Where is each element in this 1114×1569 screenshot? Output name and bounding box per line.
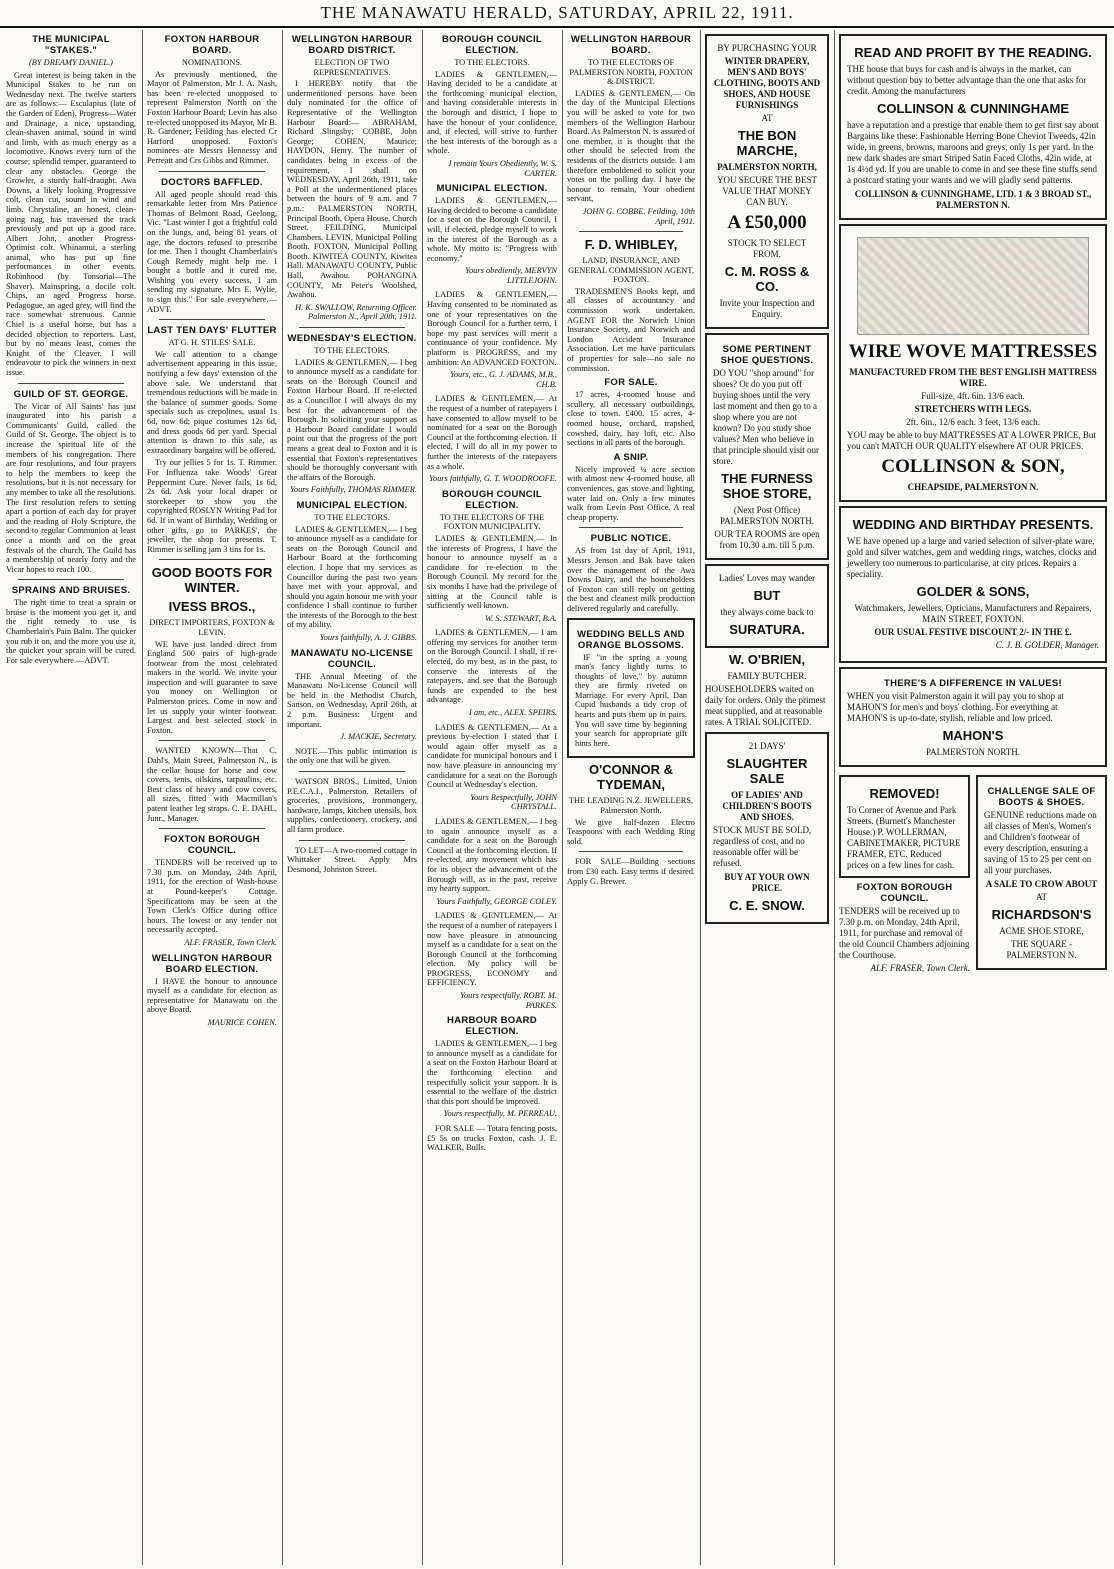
subheading: ELECTION OF TWO REPRESENTATIVES. <box>313 58 391 77</box>
ad-sub: OF LADIES' AND CHILDREN'S BOOTS AND SHOES. <box>722 790 812 822</box>
ad-place: CHEAPSIDE, PALMERSTON N. <box>907 482 1039 492</box>
suratura-ad <box>705 564 829 648</box>
signature: I remain Yours Obediently, W. S. CARTER. <box>448 158 557 178</box>
signature: Yours faithfully, G. T. WOODROOFE. <box>429 474 557 484</box>
article-body: To Corner of Avenue and Park Streets. (Burnett's Manchester House.) P. WOLLERMAN, CABINETMAKER, PICTURE FRAMER, ETC. Reduced prices on a few lines for cash. <box>847 805 961 870</box>
heading-bc-election: BOROUGH COUNCIL ELECTION. <box>441 488 543 511</box>
heading-municipal: MUNICIPAL ELECTION. <box>436 183 548 195</box>
subheading: AT G. H. STILES' SALE. <box>168 338 256 348</box>
heading-shoe-questions: SOME PERTINENT SHOE QUESTIONS. <box>720 344 814 366</box>
ad-invite: Invite your Inspection and Enquiry. <box>719 298 815 319</box>
left-bottom-ads <box>839 771 970 979</box>
signature: W. S. STEWART, B.A. <box>485 613 557 623</box>
heading-removed: REMOVED! <box>869 786 940 801</box>
ad-cta: BUY AT YOUR OWN PRICE. <box>724 872 810 893</box>
article-body: HOUSEHOLDERS waited on daily for orders. Only the primest meat supplied, and at reasonable rates. A TRIAL SOLICITED. <box>705 684 826 727</box>
subheading: THE LEADING N.Z. JEWELLERS, Palmerston North. <box>568 796 694 816</box>
article-body: WE have just landed direct from England 500 pairs of high-grade footwear from the most celebrated makers in the world. We invite your inspection and will guarantee to save you money on Wellington or Palmerston prices. Come in now and let us supply your winter footwear. Largest and best selected stock in Foxton. <box>147 639 277 735</box>
subheading: TO THE ELECTORS OF THE FOXTON MUNICIPALITY. <box>439 512 545 532</box>
signature: Yours, etc., G. J. ADAMS, M.B., CH.B. <box>449 370 557 389</box>
golder-name: GOLDER & SONS, <box>916 584 1030 599</box>
article-body: WHEN you visit Palmerston again it will pay you to shop at MAHON'S for men's and boys' clothing. For everything at MAHON'S is up-to-date, stylish, reliable and low priced. <box>847 691 1064 723</box>
signature: Yours faithfully, A. J. GIBBS. <box>319 633 417 643</box>
ad-sub: Watchmakers, Jewellers, Opticians, Manufacturers and Repairers, MAIN STREET, FOXTON. <box>854 603 1092 624</box>
article-body: LADIES & GENTLEMEN,— Having consented to be nominated as one of your representatives on the Borough Council for a further term, I hope my past services will merit a continuance of your confidence. My platform is PROGRESS, and my ambition: An ADVANCED FOXTON. <box>427 290 557 367</box>
signature: J. MACKIE, Secretary. <box>340 732 417 742</box>
byline: (BY DREAMY DANIEL.) <box>29 58 113 67</box>
ad-sub: MANUFACTURED FROM THE BEST ENGLISH MATTRESS WIRE. <box>849 367 1097 388</box>
article-body: As previously mentioned, the Mayor of Palmerston, Mr J. A. Nash, has been re-elected unopposed to represent Palmerston North on the Foxton Harbour Board; Levin has also re-elected unopposed its Mayor, Mr B. R. Gardener; Feilding has elected Cr Harford unopposed. Foxton's nominees are Messrs Hennessy and Perreatt and Crs Gibbs and Rimmer. <box>147 69 277 165</box>
ad-days: 21 DAYS' <box>748 741 786 751</box>
article-body: THE house that buys for cash and is always in the market, can without question buy to better advantage than the one that asks for credit. Among the manufacturers <box>847 64 1087 96</box>
right-bottom-ads <box>976 771 1107 979</box>
subheading: DIRECT IMPORTERS, FOXTON & LEVIN. <box>149 618 275 637</box>
signature: ALF. FRASER, Town Clerk. <box>184 937 277 947</box>
whibley-name: F. D. WHIBLEY, <box>584 237 678 253</box>
slaughter-title: SLAUGHTER SALE <box>726 756 808 786</box>
heading-difference: THERE'S A DIFFERENCE IN VALUES! <box>884 678 1062 689</box>
subheading: TO THE ELECTORS. <box>454 58 530 67</box>
ad-items: WINTER DRAPERY, MEN'S AND BOYS' CLOTHING, BOOTS AND SHOES, AND HOUSE FURNISHINGS <box>713 56 821 110</box>
signature: I am, etc., ALEX. SPEIRS. <box>469 708 557 718</box>
heading-for-sale: FOR SALE. <box>604 377 658 389</box>
article-body: YOU may be able to buy MATTRESSES AT A LOWER PRICE, But you can't MATCH OUR QUALITY elsewhere AT OUR PRICES. <box>847 430 1096 451</box>
subheading: TO THE ELECTORS. <box>314 346 390 356</box>
article-body: IF "in the spring a young man's fancy lightly turns to thoughts of love," by autumn they are firmly riveted on Marriage. For every April, Dan Cupid husbands a tidy crop of hearts and puts them up in pairs. You will save time by beginning your search for appropriate gift hints here. <box>575 652 687 748</box>
signature: JOHN G. COBBE. Feilding, 10th April, 1911. <box>582 206 695 226</box>
ad-line: Ladies' Loves may wander <box>718 573 816 583</box>
article-body: Try our jellies 5 for 1s. T. Rimmer. For Influenza take Woods' Great Peppermint Cure. Never fails, 1s 6d, 2s 6d. Ask your local draper or storekeeper to show you the copyrighted ROSLYN Writing Pad for 6d. If in want of Birthday, Wedding or other gifts, go to PARKES', the jeweller, the shop for presents. T. Rimmer is selling jam 3 tins for 1s. <box>147 458 277 554</box>
article-body: LADIES & GENTLEMEN,— At a previous by-election I stated that I would again offer myself as a candidate for municipal honours and I now have pleasure in announcing my candidature for a seat on the Borough Council at Wednesday's election. <box>427 722 557 790</box>
masthead: THE MANAWATU HERALD, SATURDAY, APRIL 22, 1911. <box>0 0 1114 28</box>
heading-municipal-stakes: THE MUNICIPAL "STAKES." <box>32 34 110 56</box>
ad-discount: OUR USUAL FESTIVE DISCOUNT 2/- IN THE £. <box>874 627 1072 637</box>
signature: Yours Faithfully, GEORGE COLEY. <box>436 896 557 906</box>
article-body: TRADESMEN'S Books kept, and all classes of accountancy and commission work undertaken. AGENT FOR the Norwich Union Insurance Society, and Norwich and London Accident Insurance Association. Let me have particulars of properties for sale—no sale no commission. <box>567 286 695 373</box>
heading-borough-council: BOROUGH COUNCIL ELECTION. <box>441 34 543 56</box>
column-7 <box>839 30 1107 1565</box>
richardson-name: RICHARDSON'S <box>991 907 1092 922</box>
ad-sub: FAMILY BUTCHER. <box>727 671 807 681</box>
signature: Yours Faithfully, THOMAS RIMMER. <box>290 485 417 495</box>
challenge-sale-ad <box>976 775 1107 970</box>
mattress-illustration <box>857 237 1089 335</box>
heading-harbour-board: HARBOUR BOARD ELECTION. <box>447 1015 537 1038</box>
article-body: WANTED KNOWN—That C. Dahl's, Main Street, Palmerston N., is the cellar house for horse and cow covers, tents, oilskins, tarpaulins, etc. Best class of heavy and cow covers, all sizes, fitted with Macmillan's patent leather leg straps. C. E. DAHL, Junr., Manager. <box>147 746 277 823</box>
signature: Yours Respectfully, JOHN CHRYSTALL. <box>470 792 557 812</box>
article-body: WE have opened up a large and varied selection of silver-plate ware, gold and silver watches, gem and wedding rings, watches, clocks and jewellery too numerous to particularise, at city prices. Repairs a speciality. <box>847 536 1097 579</box>
article-body: The right time to treat a sprain or bruise is the moment you get it, and the right remedy to use is Chamberlain's Pain Balm. The quicker you rub it on, and the more you use it, the quicker your sprain will be cured. For sale everywhere.—ADVT. <box>6 598 136 665</box>
ad-footer: COLLINSON & CUNNINGHAME, LTD. 1 & 3 BROAD ST., PALMERSTON N. <box>854 189 1092 210</box>
ad-price: Full-size, 4ft. 6in. 13/6 each. <box>921 391 1025 401</box>
c-m-ross-name: C. M. ROSS & CO. <box>724 264 810 294</box>
ad-line: A SALE TO CROW ABOUT <box>985 879 1098 889</box>
ad-line: THE SQUARE - PALMERSTON N. <box>1006 939 1077 960</box>
column-2 <box>147 30 277 1565</box>
article-body: LADIES & GENTLEMEN,— In the interests of Progress, I have the honour to announce myself as a candidate for re-election to the Borough Council. My record for the six months I have had the privilege of sitting at the Council table is sufficiently well known. <box>427 533 557 611</box>
article-body: LADIES & GENTLEMEN,— At the request of a number of ratepayers I have consented to allow myself to be nominated for a seat on the Borough Council at the forthcoming election. If elected, I will do all in my power to further the interests of the ratepayers as a whole. <box>427 394 557 471</box>
heading-flutter: LAST TEN DAYS' FLUTTER <box>147 325 277 337</box>
bon-marche-name: THE BON MARCHE, <box>736 128 798 158</box>
signature: Yours respectfully, ROBT. M. PARKES. <box>460 991 557 1010</box>
bon-marche-ad <box>705 34 829 329</box>
article-body: Nicely improved ¼ acre section with almost new 4-roomed house, all conveniences, gas stove and lighting, water laid on. Only a few minutes walk from Levin Post Office. A real cheap property. <box>567 464 695 522</box>
column-6 <box>705 30 829 1565</box>
article-body: We give half-dozen Electro Teaspoons with each Wedding Ring sold. <box>567 817 695 846</box>
heading-wellington-district: WELLINGTON HARBOUR BOARD DISTRICT. <box>291 34 413 56</box>
article-body: STOCK MUST BE SOLD, regardless of cost, and no reasonable offer will be refused. <box>713 825 812 868</box>
article-body: LADIES & GENTLEMEN,— I beg to announce myself as a candidate for seats on the Borough Council and Harbour Board at the forthcoming election. I hope that my services as Councillor during the past two years have met with your approval, and should you again honour me with your confidence I shall continue to further the interests of the Borough to the best of my ability. <box>287 524 417 630</box>
article-body: FOR SALE — Totara fencing posts, £5 5s on trucks Foxton, cash. J. E. WALKER, Bulls. <box>427 1124 557 1153</box>
heading-doctors: DOCTORS BAFFLED. <box>161 176 263 188</box>
signature: ALF. FRASER, Town Clerk. <box>870 963 970 973</box>
subheading: NOMINATIONS. <box>181 58 243 67</box>
snow-name: C. E. SNOW. <box>729 898 805 913</box>
mahons-ad <box>839 667 1107 767</box>
column-3 <box>287 30 417 1565</box>
article-body: I HEREBY notify that the undermentioned persons have been duly nominated for the office of Representative of the Wellington Harbour Board:— ABRAHAM, Richard Slingsby; COBBE, John George; COHEN, Maurice; HAYDON, Henry. The number of candidates being in excess of the requirement, I shall on WEDNESDAY, April 26th, 1911, take a Poll at the undermentioned places between the hours of 9 a.m. and 7 p.m.: PALMERSTON NORTH, Principal Booth, Opera House, Church Street. FEILDING, Municipal Chambers. LEVIN, Municipal Polling Booth. FOXTON, Municipal Polling Booth. KIWITEA COUNTY, Kiwitea Hall. MANAWATU COUNTY, Public Hall, Awahou. POHANGINA COUNTY, Mr Peter's Woolshed, Awahou. <box>287 79 417 300</box>
article-body: LADIES & GENTLEMEN,— I beg to announce myself as a candidate for seats on the Borough Council and Foxton Harbour Board. If re-elected as a Councillor I will always do my best for the advancement of the Borough. In soliciting your support as a Harbour Board candidate I would point out that the progress of the port means a great deal to Foxton and it is essential that Foxton's representatives should be thoroughly conversant with the affairs of the Borough. <box>287 357 417 482</box>
article-body: 17 acres, 4-roomed house and scullery, all necessary outbuildings, close to town. £400. 15 acres, 4-roomed house, orchard, trapshed, cowshed, dairy, hay loft, etc. Also sections in all parts of the borough. <box>567 390 695 448</box>
article-body: TENDERS will be received up to 7.30 p.m. on Monday, 24th April, 1911, for purchase and removal of the old Council Chambers adjoining the Courthouse. <box>839 906 970 960</box>
heading-wedding: WEDDING BELLS AND ORANGE BLOSSOMS. <box>577 628 685 651</box>
collinson-son-name: COLLINSON & SON, <box>881 456 1065 477</box>
article-body: LADIES & GENTLEMEN,— Having decided to be a candidate at the forthcoming municipal election, and having considerable interests in the borough and district, I hope to have the honour of your confidence, and, if elected, will strive to further the best interests of the borough as a whole. <box>427 69 557 156</box>
article-body: TO LET—A two-roomed cottage in Whittaker Street. Apply Mrs Desmond, Johnston Street. <box>287 845 417 874</box>
oconnor-name: O'CONNOR & TYDEMAN, <box>589 762 673 793</box>
subheading: TO THE ELECTORS. <box>314 512 390 522</box>
signature: H. K. SWALLOW, Returning Officer. Palmerston N., April 20th, 1911. <box>295 302 417 322</box>
wire-mattress-ad <box>839 224 1107 502</box>
read-and-profit-ad <box>839 34 1107 220</box>
ad-tea-rooms: OUR TEA ROOMS are open from 10.30 a.m. till 5 p.m. <box>714 529 820 550</box>
article-body: WATSON BROS., Limited, Union P.E.C.A.I., Palmerston. Retailers of groceries, provisions, ironmongery, hardware, lamps, kitchen utensils, box supplies, confectionery, crockery, and all farm produce. <box>287 777 417 834</box>
heading-public-notice: PUBLIC NOTICE. <box>590 533 672 545</box>
article-body: NOTE.—This public intimation is the only one that will be given. <box>287 746 417 766</box>
heading-good-boots: GOOD BOOTS FOR WINTER. <box>151 565 273 596</box>
article-body: THE Annual Meeting of the Manawatu No-License Council will be held in the Methodist Church, Sanson, on Wednesday, April 26th, at 2 p.m. Business: Urgent and important. <box>287 671 417 729</box>
ad-intro: BY PURCHASING YOUR <box>717 43 817 53</box>
ad-line: ACME SHOE STORE, <box>999 926 1084 936</box>
ad-at: AT <box>761 113 773 123</box>
article-body: have a reputation and a prestige that enable them to get first say about Bargains like these: Fashionable Herring Bone Cheviot Tweeds, 42in wide, in greens, browns, maroons and greys, only 1s per yard. In the new dark shades are smart Striped Satin Faced Cloths, 42in wide, at 1s 4½d yd. If you are unable to come in and see these fine stuffs send a postcard stating your wants and we will gladly send patterns. <box>847 120 1099 185</box>
ad-price: 2ft. 6in., 12/6 each. 3 feet, 13/6 each. <box>906 417 1040 427</box>
heading-sprains: SPRAINS AND BRUISES. <box>11 585 131 597</box>
furness-shoe-ad <box>705 333 829 560</box>
heading-wedding-presents: WEDDING AND BIRTHDAY PRESENTS. <box>852 517 1094 532</box>
heading-foxton-harbour: FOXTON HARBOUR BOARD. <box>164 34 260 56</box>
heading-wednesday: WEDNESDAY'S ELECTION. <box>287 333 417 345</box>
column-5 <box>567 30 695 1565</box>
subheading: LAND, INSURANCE, AND GENERAL COMMISSION AGENT, FOXTON. <box>568 256 694 285</box>
signature: C. J. B. GOLDER, Manager. <box>995 640 1099 650</box>
suratura-name: SURATURA. <box>729 622 805 637</box>
heading-no-license: MANAWATU NO-LICENSE COUNCIL. <box>290 647 414 670</box>
bon-marche-stock: A £50,000 <box>727 212 807 233</box>
article-body: GENUINE reductions made on all classes of Men's, Women's and Children's footwear of every description, ensuring a saving of 15 to 25 per cent on all your purchases. <box>984 810 1097 875</box>
ad-place: PALMERSTON NORTH, <box>717 162 817 172</box>
furness-name: THE FURNESS SHOE STORE, <box>721 471 813 501</box>
ad-line-but: BUT <box>753 588 781 603</box>
ad-sub: (Next Post Office) PALMERSTON NORTH. <box>720 505 814 526</box>
article-body: I HAVE the honour to announce myself as a candidate for election as representative for Manawatu on the above Board. <box>147 976 277 1015</box>
cc-name: COLLINSON & CUNNINGHAME <box>876 101 1070 116</box>
article-body: LADIES & GENTLEMEN,— At the request of a number of ratepayers I now have pleasure in announcing myself as a candidate for a seat on the Borough Council at the forthcoming election. My policy will be PROGRESS, ECONOMY and EFFICIENCY. <box>427 911 557 988</box>
removed-ad <box>839 775 970 878</box>
article-body: TENDERS will be received up to 7.30 p.m. on Monday, 24th April, 1911, for the erection of Wash-house at Pound-keeper's Cottage. Specifications may be seen at the Town Clerk's Office during office hours. The lowest or any tender not necessarily accepted. <box>147 858 277 935</box>
article-body: LADIES & GENTLEMEN,— I beg to again announce myself as a candidate for a seat on the Borough Council at the forthcoming election. If re-elected, any movement which has for its object the advancement of the Borough will, as in the past, receive my hearty support. <box>427 816 557 894</box>
ad-place: PALMERSTON NORTH. <box>926 747 1020 757</box>
signature: MAURICE COHEN. <box>207 1017 277 1027</box>
wedding-bells-ad <box>567 618 695 759</box>
heading-snip: A SNIP. <box>613 451 649 463</box>
ad-line: they always come back to <box>720 607 814 617</box>
signature: Yours obediently, MERVYN LITTLEJOHN. <box>465 266 557 285</box>
article-body: Great interest is being taken in the Municipal Stakes to be run on Wednesday next. The twelve starters are as follows:— Esculapius (late of the Garden of Eden). Progress—Water and Drainage, a nice, upstanding, clean-shaven animal, sound in wind and limb, with as much energy as a locomotive. Knows every turn of the course; splendid temper, guaranteed to clear any obstacles. George the Growler, a sturdy half-draught. Awa Downs, a likely looking Progressive colt, clean cut, sound in wind and limb. Chrystaline, an honest, clean-going nag, has traversed the track previously and put up a good race. Albert John, another Progress-Optimist colt. Whinamui, a sterling animal, who has put up fine performances in other events. Robinhood (by Tonsorial—The Shaver). Mainspring, a docile colt. Chips, an aged Progress horse. Pedagogue, an aged grey, will find the race somewhat strenuous. Cannie Chiel is a useful horse, but has a decided objection to reporters. Last, but by no means least, comes the Knight of the Cleaver. I will endeavour to pick the winners in next issue. <box>6 70 136 377</box>
heading-challenge: CHALLENGE SALE OF BOOTS & SHOES. <box>987 786 1096 808</box>
ad-tagline: YOU SECURE THE BEST VALUE THAT MONEY CAN BUY. <box>716 175 818 207</box>
heading-fbc: FOXTON BOROUGH COUNCIL. <box>856 882 953 904</box>
article-body: LADIES & GENTLEMEN,— I beg to announce myself as a candidate for a seat on the Foxton Harbour Board at the forthcoming election and respectfully solicit your support. It is essential to the welfare of the district that this port should be improved. <box>427 1039 557 1106</box>
heading-borough: FOXTON BOROUGH COUNCIL. <box>164 834 260 857</box>
signature: Yours respectfully, M. PERREAU. <box>443 1109 557 1119</box>
article-body: DO YOU "shop around" for shoes? Or do you put off buying shoes until the very last moment and then go to a shop where you are not known? Do you study shoe values? Men who believe in that principle should visit our store. <box>713 368 819 466</box>
column-1 <box>6 30 136 1565</box>
subheading: TO THE ELECTORS OF PALMERSTON NORTH, FOXTON & DISTRICT. <box>569 58 693 87</box>
heading-wellington-harbour: WELLINGTON HARBOUR BOARD. <box>570 34 692 56</box>
heading-wire-wove: WIRE WOVE MATTRESSES <box>848 341 1098 362</box>
ivess-name: IVESS BROS., <box>168 599 256 615</box>
article-body: AS from 1st day of April, 1911, Messrs Jenson and Bak have taken over the management of the Awa Downs Dairy, and the householders of Foxton can still reply on getting the best and cleanest milk production delivered regularly and carefully. <box>567 546 695 613</box>
column-4 <box>427 30 557 1565</box>
article-body: The Vicar of All Saints' has just inaugurated into his parish a Communicants' Guild, called the Guild of St. George. The object is to increase the spiritual life of the members of his congregation. There are four resolutions, and four prayers to help the members to keep the resolutions, but it is not necessary for any member to take all the resolutions. The first resolution refers to setting apart a portion of each day for prayer and the reading of Holy Scripture, the second to regular Communion at least once a month and on the great festivals of the church. The Guild has a membership of nearly forty and the Vicar hopes to reach 100. <box>6 401 136 574</box>
golder-ad <box>839 506 1107 663</box>
article-body: All aged people should read this remarkable letter from Mrs Patience Thomas of Belmont Road, Geelong, Vic. "Last winter I got a frightful cold on the lungs, and, being 81 years of age, the doctors refused to prescribe for me. Then I thought Chamberlain's Cough Remedy might help me. I bought a bottle and it cured me. Wishing you every success, I am sending my signature. Mrs E. Wylie, to sign this." For sale everywhere.—ADVT. <box>147 189 277 314</box>
ad-line: AT <box>1036 892 1047 902</box>
ad-stock-sub: STOCK TO SELECT FROM. <box>727 238 807 259</box>
article-body: FOR SALE—Building sections from £30 each. Easy terms if desired. Apply G. Brewer. <box>567 857 695 886</box>
ad-stretchers: STRETCHERS WITH LEGS. <box>914 404 1032 414</box>
article-body: LADIES & GENTLEMEN,— I am offering my services for another term on the Borough Council. I shall, if re-elected, do my best, as in the past, to conserve the interests of the ratepayers, and see that the Borough funds are expended to the best advantage. <box>427 628 557 705</box>
article-body: LADIES & GENTLEMEN,— On the day of the Municipal Elections you will be asked to vote for two members of the Wellington Harbour Board. As Palmerston N. is assured of one member, it is thought that the other should be selected from the residents of the districts outside. I am therefore emboldened to solicit your votes on the polling day. I have the honour to remain, Your obedient servant, <box>567 88 695 204</box>
heading-municipal: MUNICIPAL ELECTION. <box>296 499 408 511</box>
heading-read-and-profit: READ AND PROFIT BY THE READING. <box>854 45 1092 60</box>
obrien-name: W. O'BRIEN, <box>728 652 806 667</box>
slaughter-sale-ad <box>705 732 829 924</box>
article-body: We call attention to a change advertisement appearing in this issue, notifying a few days' extension of the above sale. We understand that tremendous reductions will be made in the balance of summer goods. Some specials such as crepolines, usual 1s 6d, now 6d; pique costumes 12s 6d, and dress goods 6d per yard. Special attention is drawn to this sale, as extraordinary bargains will be offered. <box>147 349 277 455</box>
article-body: LADIES & GENTLEMEN,— Having decided to become a candidate for a seat on the Borough Council, I will, if elected, pledge myself to work in the interest of the Borough as a whole. My motto is: "Progress with economy." <box>427 196 557 263</box>
heading-whb: WELLINGTON HARBOUR BOARD ELECTION. <box>151 952 273 975</box>
mahons-name: MAHON'S <box>942 728 1004 743</box>
bottom-ads <box>839 771 1107 979</box>
heading-guild: GUILD OF ST. GEORGE. <box>13 388 129 400</box>
